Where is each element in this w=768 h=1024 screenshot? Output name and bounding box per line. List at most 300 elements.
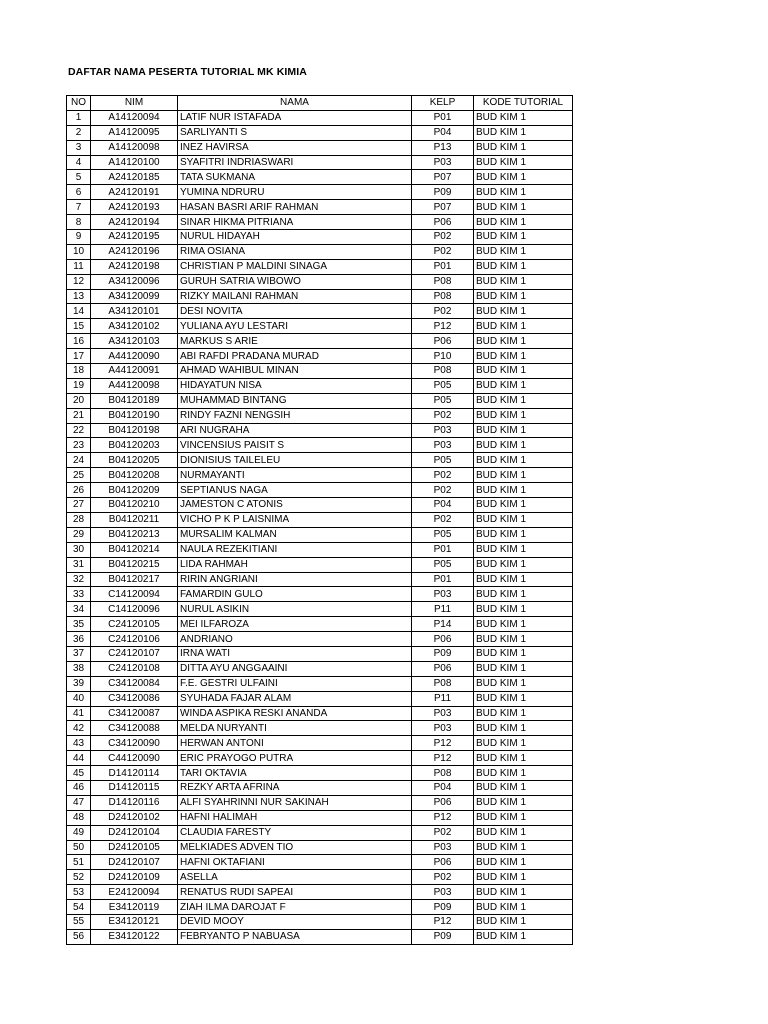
student-name: DEVID MOOY	[178, 914, 412, 929]
group-code: P05	[412, 453, 474, 468]
student-id: E34120122	[91, 929, 178, 944]
student-name: FEBRYANTO P NABUASA	[178, 929, 412, 944]
student-name: GURUH SATRIA WIBOWO	[178, 274, 412, 289]
table-row	[67, 259, 573, 274]
table-row	[67, 929, 573, 944]
table-row	[67, 527, 573, 542]
student-name: SARLIYANTI S	[178, 125, 412, 140]
group-code: P03	[412, 840, 474, 855]
tutorial-code: BUD KIM 1	[474, 870, 573, 885]
student-id: C24120106	[91, 632, 178, 647]
row-number: 27	[67, 498, 91, 513]
student-name: ABI RAFDI PRADANA MURAD	[178, 349, 412, 364]
student-name: AHMAD WAHIBUL MINAN	[178, 364, 412, 379]
student-id: B04120203	[91, 438, 178, 453]
student-name: MEI ILFAROZA	[178, 617, 412, 632]
student-id: A34120101	[91, 304, 178, 319]
row-number: 55	[67, 914, 91, 929]
student-id: A44120091	[91, 364, 178, 379]
student-id: C34120088	[91, 721, 178, 736]
row-number: 50	[67, 840, 91, 855]
tutorial-code: BUD KIM 1	[474, 468, 573, 483]
table-row	[67, 200, 573, 215]
group-code: P07	[412, 170, 474, 185]
student-id: A24120195	[91, 230, 178, 245]
student-name: DIONISIUS TAILELEU	[178, 453, 412, 468]
student-name: RIRIN ANGRIANI	[178, 572, 412, 587]
student-name: CLAUDIA FARESTY	[178, 825, 412, 840]
table-row	[67, 453, 573, 468]
row-number: 29	[67, 527, 91, 542]
student-id: C14120096	[91, 602, 178, 617]
student-id: A34120099	[91, 289, 178, 304]
row-number: 42	[67, 721, 91, 736]
tutorial-code: BUD KIM 1	[474, 632, 573, 647]
header-nama: NAMA	[178, 96, 412, 111]
student-id: D24120104	[91, 825, 178, 840]
student-name: SEPTIANUS NAGA	[178, 483, 412, 498]
row-number: 44	[67, 751, 91, 766]
header-kode-tutorial: KODE TUTORIAL	[474, 96, 573, 111]
student-id: A34120096	[91, 274, 178, 289]
student-id: A24120185	[91, 170, 178, 185]
student-name: SYAFITRI INDRIASWARI	[178, 155, 412, 170]
student-id: E34120121	[91, 914, 178, 929]
student-name: DESI NOVITA	[178, 304, 412, 319]
table-row	[67, 810, 573, 825]
row-number: 19	[67, 378, 91, 393]
table-row	[67, 721, 573, 736]
row-number: 53	[67, 885, 91, 900]
tutorial-code: BUD KIM 1	[474, 810, 573, 825]
table-row	[67, 646, 573, 661]
page-title: DAFTAR NAMA PESERTA TUTORIAL MK KIMIA	[68, 66, 307, 78]
student-name: NURUL ASIKIN	[178, 602, 412, 617]
student-id: D24120105	[91, 840, 178, 855]
group-code: P09	[412, 929, 474, 944]
student-name: HIDAYATUN NISA	[178, 378, 412, 393]
student-name: ERIC PRAYOGO PUTRA	[178, 751, 412, 766]
table-row	[67, 170, 573, 185]
tutorial-code: BUD KIM 1	[474, 780, 573, 795]
group-code: P03	[412, 423, 474, 438]
group-code: P05	[412, 393, 474, 408]
student-id: B04120198	[91, 423, 178, 438]
group-code: P02	[412, 483, 474, 498]
row-number: 34	[67, 602, 91, 617]
student-name: ANDRIANO	[178, 632, 412, 647]
table-row	[67, 244, 573, 259]
tutorial-code: BUD KIM 1	[474, 572, 573, 587]
student-id: E34120119	[91, 900, 178, 915]
tutorial-code: BUD KIM 1	[474, 319, 573, 334]
student-id: A24120198	[91, 259, 178, 274]
tutorial-code: BUD KIM 1	[474, 274, 573, 289]
tutorial-code: BUD KIM 1	[474, 185, 573, 200]
student-name: LATIF NUR ISTAFADA	[178, 110, 412, 125]
row-number: 1	[67, 110, 91, 125]
tutorial-code: BUD KIM 1	[474, 498, 573, 513]
row-number: 45	[67, 766, 91, 781]
student-id: B04120190	[91, 408, 178, 423]
row-number: 2	[67, 125, 91, 140]
student-id: C24120108	[91, 661, 178, 676]
table-row	[67, 736, 573, 751]
group-code: P08	[412, 289, 474, 304]
row-number: 52	[67, 870, 91, 885]
tutorial-code: BUD KIM 1	[474, 661, 573, 676]
student-name: ALFI SYAHRINNI NUR SAKINAH	[178, 795, 412, 810]
student-name: REZKY ARTA AFRINA	[178, 780, 412, 795]
tutorial-code: BUD KIM 1	[474, 125, 573, 140]
tutorial-code: BUD KIM 1	[474, 706, 573, 721]
row-number: 25	[67, 468, 91, 483]
table-row	[67, 602, 573, 617]
table-row	[67, 632, 573, 647]
group-code: P03	[412, 706, 474, 721]
row-number: 54	[67, 900, 91, 915]
tutorial-code: BUD KIM 1	[474, 438, 573, 453]
group-code: P10	[412, 349, 474, 364]
group-code: P01	[412, 259, 474, 274]
table-row	[67, 706, 573, 721]
table-row	[67, 900, 573, 915]
row-number: 15	[67, 319, 91, 334]
student-id: C14120094	[91, 587, 178, 602]
row-number: 47	[67, 795, 91, 810]
student-name: YUMINA NDRURU	[178, 185, 412, 200]
student-id: D24120107	[91, 855, 178, 870]
student-id: B04120208	[91, 468, 178, 483]
group-code: P02	[412, 304, 474, 319]
table-row	[67, 914, 573, 929]
row-number: 7	[67, 200, 91, 215]
tutorial-code: BUD KIM 1	[474, 200, 573, 215]
group-code: P02	[412, 870, 474, 885]
row-number: 3	[67, 140, 91, 155]
row-number: 49	[67, 825, 91, 840]
student-name: RENATUS RUDI SAPEAI	[178, 885, 412, 900]
group-code: P01	[412, 572, 474, 587]
group-code: P02	[412, 512, 474, 527]
row-number: 24	[67, 453, 91, 468]
student-name: MELKIADES ADVEN TIO	[178, 840, 412, 855]
student-id: E24120094	[91, 885, 178, 900]
table-row	[67, 825, 573, 840]
student-name: ZIAH ILMA DAROJAT F	[178, 900, 412, 915]
student-name: JAMESTON C ATONIS	[178, 498, 412, 513]
tutorial-code: BUD KIM 1	[474, 646, 573, 661]
table-row	[67, 110, 573, 125]
student-name: RIMA OSIANA	[178, 244, 412, 259]
row-number: 51	[67, 855, 91, 870]
tutorial-code: BUD KIM 1	[474, 259, 573, 274]
group-code: P03	[412, 438, 474, 453]
row-number: 56	[67, 929, 91, 944]
tutorial-code: BUD KIM 1	[474, 751, 573, 766]
row-number: 40	[67, 691, 91, 706]
table-header-row	[67, 96, 573, 111]
student-id: A14120094	[91, 110, 178, 125]
group-code: P09	[412, 646, 474, 661]
table-row	[67, 215, 573, 230]
table-row	[67, 378, 573, 393]
row-number: 28	[67, 512, 91, 527]
table-row	[67, 140, 573, 155]
tutorial-code: BUD KIM 1	[474, 512, 573, 527]
tutorial-code: BUD KIM 1	[474, 230, 573, 245]
student-id: A24120191	[91, 185, 178, 200]
student-id: A34120102	[91, 319, 178, 334]
group-code: P14	[412, 617, 474, 632]
tutorial-code: BUD KIM 1	[474, 289, 573, 304]
student-id: A34120103	[91, 334, 178, 349]
header-nim: NIM	[91, 96, 178, 111]
student-id: C24120105	[91, 617, 178, 632]
table-row	[67, 289, 573, 304]
student-name: IRNA WATI	[178, 646, 412, 661]
group-code: P06	[412, 632, 474, 647]
student-name: TATA SUKMANA	[178, 170, 412, 185]
table-row	[67, 319, 573, 334]
table-row	[67, 393, 573, 408]
student-name: MELDA NURYANTI	[178, 721, 412, 736]
table-row	[67, 780, 573, 795]
row-number: 33	[67, 587, 91, 602]
student-id: A14120095	[91, 125, 178, 140]
student-name: FAMARDIN GULO	[178, 587, 412, 602]
group-code: P06	[412, 855, 474, 870]
tutorial-code: BUD KIM 1	[474, 855, 573, 870]
tutorial-code: BUD KIM 1	[474, 155, 573, 170]
row-number: 26	[67, 483, 91, 498]
student-name: NURMAYANTI	[178, 468, 412, 483]
group-code: P03	[412, 721, 474, 736]
student-name: VINCENSIUS PAISIT S	[178, 438, 412, 453]
tutorial-code: BUD KIM 1	[474, 349, 573, 364]
table-row	[67, 661, 573, 676]
student-name: TARI OKTAVIA	[178, 766, 412, 781]
student-id: C34120087	[91, 706, 178, 721]
group-code: P08	[412, 364, 474, 379]
row-number: 10	[67, 244, 91, 259]
group-code: P05	[412, 557, 474, 572]
student-name: HERWAN ANTONI	[178, 736, 412, 751]
row-number: 4	[67, 155, 91, 170]
group-code: P12	[412, 736, 474, 751]
student-name: NURUL HIDAYAH	[178, 230, 412, 245]
group-code: P04	[412, 125, 474, 140]
tutorial-code: BUD KIM 1	[474, 408, 573, 423]
group-code: P03	[412, 587, 474, 602]
tutorial-code: BUD KIM 1	[474, 617, 573, 632]
student-id: C34120090	[91, 736, 178, 751]
table-row	[67, 795, 573, 810]
row-number: 32	[67, 572, 91, 587]
student-id: D24120102	[91, 810, 178, 825]
tutorial-code: BUD KIM 1	[474, 766, 573, 781]
student-id: B04120209	[91, 483, 178, 498]
tutorial-code: BUD KIM 1	[474, 721, 573, 736]
group-code: P12	[412, 751, 474, 766]
tutorial-code: BUD KIM 1	[474, 676, 573, 691]
row-number: 38	[67, 661, 91, 676]
table-row	[67, 542, 573, 557]
table-row	[67, 587, 573, 602]
row-number: 43	[67, 736, 91, 751]
tutorial-code: BUD KIM 1	[474, 885, 573, 900]
group-code: P06	[412, 215, 474, 230]
tutorial-code: BUD KIM 1	[474, 334, 573, 349]
tutorial-code: BUD KIM 1	[474, 215, 573, 230]
row-number: 9	[67, 230, 91, 245]
student-id: A24120194	[91, 215, 178, 230]
student-name: YULIANA AYU LESTARI	[178, 319, 412, 334]
tutorial-code: BUD KIM 1	[474, 825, 573, 840]
table-row	[67, 691, 573, 706]
row-number: 5	[67, 170, 91, 185]
student-name: HASAN BASRI ARIF RAHMAN	[178, 200, 412, 215]
student-id: B04120205	[91, 453, 178, 468]
student-name: VICHO P K P LAISNIMA	[178, 512, 412, 527]
table-row	[67, 349, 573, 364]
student-id: A24120193	[91, 200, 178, 215]
student-name: RIZKY MAILANI RAHMAN	[178, 289, 412, 304]
row-number: 37	[67, 646, 91, 661]
row-number: 18	[67, 364, 91, 379]
student-name: HAFNI HALIMAH	[178, 810, 412, 825]
student-id: A24120196	[91, 244, 178, 259]
table-row	[67, 155, 573, 170]
group-code: P05	[412, 378, 474, 393]
table-row	[67, 423, 573, 438]
group-code: P03	[412, 155, 474, 170]
student-id: D14120115	[91, 780, 178, 795]
student-id: C34120084	[91, 676, 178, 691]
student-id: A44120098	[91, 378, 178, 393]
group-code: P02	[412, 244, 474, 259]
header-kelp: KELP	[412, 96, 474, 111]
tutorial-code: BUD KIM 1	[474, 378, 573, 393]
table-row	[67, 274, 573, 289]
tutorial-code: BUD KIM 1	[474, 587, 573, 602]
student-name: MUHAMMAD BINTANG	[178, 393, 412, 408]
row-number: 11	[67, 259, 91, 274]
student-name: NAULA REZEKITIANI	[178, 542, 412, 557]
table-row	[67, 408, 573, 423]
group-code: P09	[412, 900, 474, 915]
student-name: INEZ HAVIRSA	[178, 140, 412, 155]
group-code: P01	[412, 110, 474, 125]
tutorial-code: BUD KIM 1	[474, 914, 573, 929]
student-id: C44120090	[91, 751, 178, 766]
table-row	[67, 885, 573, 900]
tutorial-code: BUD KIM 1	[474, 900, 573, 915]
table-row	[67, 125, 573, 140]
group-code: P08	[412, 766, 474, 781]
row-number: 20	[67, 393, 91, 408]
student-id: C34120086	[91, 691, 178, 706]
group-code: P02	[412, 825, 474, 840]
row-number: 36	[67, 632, 91, 647]
tutorial-code: BUD KIM 1	[474, 929, 573, 944]
group-code: P02	[412, 468, 474, 483]
table-row	[67, 468, 573, 483]
student-name: HAFNI OKTAFIANI	[178, 855, 412, 870]
table-row	[67, 617, 573, 632]
student-id: B04120189	[91, 393, 178, 408]
row-number: 13	[67, 289, 91, 304]
row-number: 6	[67, 185, 91, 200]
tutorial-code: BUD KIM 1	[474, 527, 573, 542]
group-code: P12	[412, 914, 474, 929]
tutorial-code: BUD KIM 1	[474, 483, 573, 498]
row-number: 14	[67, 304, 91, 319]
tutorial-code: BUD KIM 1	[474, 423, 573, 438]
student-name: MARKUS S ARIE	[178, 334, 412, 349]
student-name: RINDY FAZNI NENGSIH	[178, 408, 412, 423]
table-row	[67, 766, 573, 781]
student-id: D14120116	[91, 795, 178, 810]
student-id: A44120090	[91, 349, 178, 364]
group-code: P05	[412, 527, 474, 542]
student-name: CHRISTIAN P MALDINI SINAGA	[178, 259, 412, 274]
student-id: D14120114	[91, 766, 178, 781]
table-row	[67, 185, 573, 200]
table-row	[67, 498, 573, 513]
tutorial-code: BUD KIM 1	[474, 736, 573, 751]
group-code: P06	[412, 795, 474, 810]
group-code: P04	[412, 780, 474, 795]
tutorial-code: BUD KIM 1	[474, 304, 573, 319]
table-row	[67, 334, 573, 349]
row-number: 35	[67, 617, 91, 632]
tutorial-code: BUD KIM 1	[474, 170, 573, 185]
student-name: MURSALIM KALMAN	[178, 527, 412, 542]
group-code: P08	[412, 676, 474, 691]
tutorial-code: BUD KIM 1	[474, 691, 573, 706]
table-row	[67, 483, 573, 498]
tutorial-code: BUD KIM 1	[474, 244, 573, 259]
table-row	[67, 364, 573, 379]
tutorial-code: BUD KIM 1	[474, 393, 573, 408]
group-code: P02	[412, 230, 474, 245]
table-row	[67, 840, 573, 855]
tutorial-code: BUD KIM 1	[474, 364, 573, 379]
group-code: P06	[412, 334, 474, 349]
student-name: WINDA ASPIKA RESKI ANANDA	[178, 706, 412, 721]
group-code: P12	[412, 319, 474, 334]
student-name: ASELLA	[178, 870, 412, 885]
group-code: P07	[412, 200, 474, 215]
group-code: P03	[412, 885, 474, 900]
student-name: LIDA RAHMAH	[178, 557, 412, 572]
row-number: 21	[67, 408, 91, 423]
group-code: P12	[412, 810, 474, 825]
student-id: B04120214	[91, 542, 178, 557]
group-code: P02	[412, 408, 474, 423]
row-number: 41	[67, 706, 91, 721]
row-number: 17	[67, 349, 91, 364]
table-row	[67, 855, 573, 870]
student-name: F.E. GESTRI ULFAINI	[178, 676, 412, 691]
tutorial-code: BUD KIM 1	[474, 140, 573, 155]
group-code: P06	[412, 661, 474, 676]
student-name: DITTA AYU ANGGAAINI	[178, 661, 412, 676]
row-number: 22	[67, 423, 91, 438]
table-row	[67, 438, 573, 453]
student-id: B04120211	[91, 512, 178, 527]
